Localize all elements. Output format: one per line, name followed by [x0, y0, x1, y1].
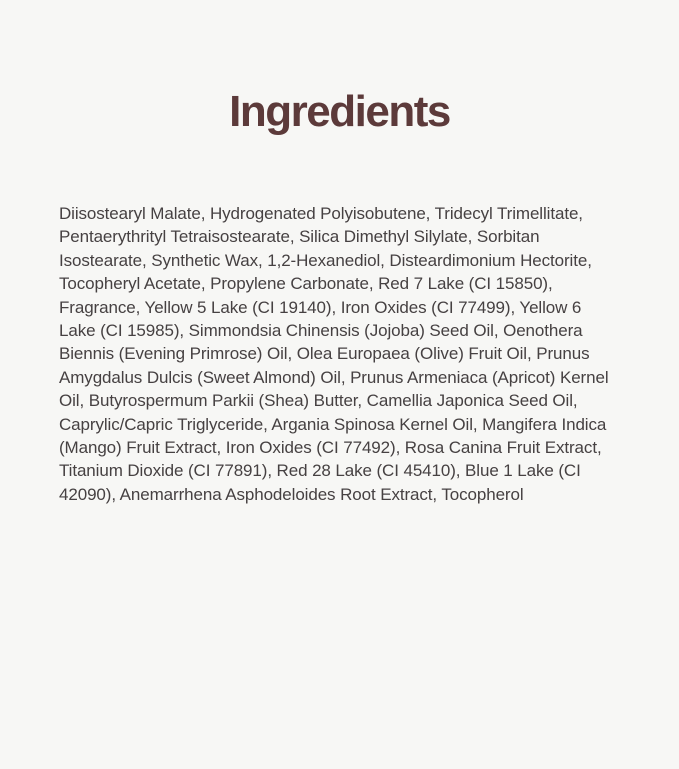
page-title: Ingredients — [229, 87, 450, 136]
ingredients-panel — [0, 87, 679, 769]
ingredients-text: Diisostearyl Malate, Hydrogenated Polyisobutene, Tridecyl Trimellitate, Pentaerythrityl Tetraisostearate, Silica Dimethyl Silylate, Sorbitan Isostearate, Synthetic Wax, 1,2-Hexanediol, Disteardimonium Hectorite, Tocopheryl Acetate, Propylene Carbonate, Red 7 Lake (CI 15850), Fragrance, Yellow 5 Lake (CI 19140), Iron Oxides (CI 77499), Yellow 6 Lake (CI 15985), Simmondsia Chinensis (Jojoba) Seed Oil, Oenothera Biennis (Evening Primrose) Oil, Olea Europaea (Olive) Fruit Oil, Prunus Amygdalus Dulcis (Sweet Almond) Oil, Prunus Armeniaca (Apricot) Kernel Oil, Butyrospermum Parkii (Shea) Butter, Camellia Japonica Seed Oil, Caprylic/Capric Triglyceride, Argania Spinosa Kernel Oil, Mangifera Indica (Mango) Fruit Extract, Iron Oxides (CI 77492), Rosa Canina Fruit Extract, Titanium Dioxide (CI 77891), Red 28 Lake (CI 45410), Blue 1 Lake (CI 42090), Anemarrhena Asphodeloides Root Extract, Tocopherol — [59, 204, 609, 504]
